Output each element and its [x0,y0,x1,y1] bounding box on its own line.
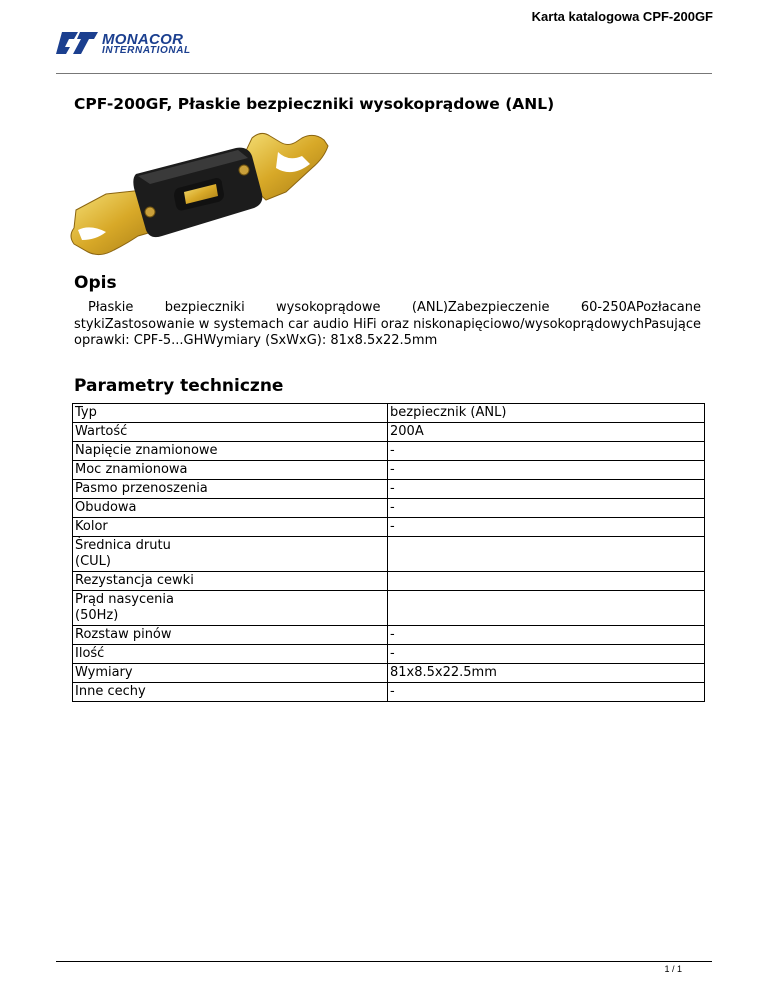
param-label: Prąd nasycenia (50Hz) [73,591,388,626]
param-label: Średnica drutu (CUL) [73,537,388,572]
logo-brand-text: MONACOR [102,31,184,48]
param-label: Wymiary [73,664,388,683]
param-value: - [388,461,705,480]
monacor-logo [56,31,216,57]
table-row [73,537,705,572]
table-row [73,645,705,664]
param-value [388,572,705,591]
description-heading: Opis [74,273,117,293]
param-value: - [388,499,705,518]
param-value: - [388,683,705,702]
param-label: Rozstaw pinów [73,626,388,645]
logo-sub-text: INTERNATIONAL [102,45,191,56]
page-number: 1 / 1 [664,964,682,974]
param-value: bezpiecznik (ANL) [388,404,705,423]
table-row [73,499,705,518]
document-header-title: Karta katalogowa CPF-200GF [531,9,713,24]
param-label: Wartość [73,423,388,442]
param-label: Moc znamionowa [73,461,388,480]
table-row [73,683,705,702]
table-row [73,480,705,499]
param-label: Obudowa [73,499,388,518]
param-label: Napięcie znamionowe [73,442,388,461]
product-title: CPF-200GF, Płaskie bezpieczniki wysokoprądowe (ANL) [74,95,555,113]
table-row [73,591,705,626]
param-label: Inne cechy [73,683,388,702]
table-row [73,518,705,537]
description-text: Płaskie bezpieczniki wysokoprądowe (ANL)Zabezpieczenie 60-250APozłacane stykiZastosowanie w systemach car audio HiFi oraz niskonapięciowo/wysokoprądowychPasujące oprawki: CPF-5...GHWymiary (SxWxG): 81x8.5x22.5mm [74,300,701,348]
param-label: Typ [73,404,388,423]
monacor-logo-icon [56,32,98,54]
param-label: Kolor [73,518,388,537]
param-label: Rezystancja cewki [73,572,388,591]
param-value: - [388,480,705,499]
param-value [388,537,705,572]
table-row [73,461,705,480]
param-value: - [388,442,705,461]
param-value: 200A [388,423,705,442]
param-label: Pasmo przenoszenia [73,480,388,499]
parameters-heading: Parametry techniczne [74,376,284,396]
table-row [73,626,705,645]
header-divider [56,73,712,74]
param-value: 81x8.5x22.5mm [388,664,705,683]
table-row [73,423,705,442]
parameters-table [72,403,705,702]
param-label: Ilość [73,645,388,664]
table-row [73,404,705,423]
fuse-product-image [66,132,336,257]
param-value [388,591,705,626]
table-row [73,442,705,461]
param-value: - [388,626,705,645]
param-value: - [388,518,705,537]
table-row [73,664,705,683]
table-row [73,572,705,591]
param-value: - [388,645,705,664]
footer-divider [56,961,712,962]
